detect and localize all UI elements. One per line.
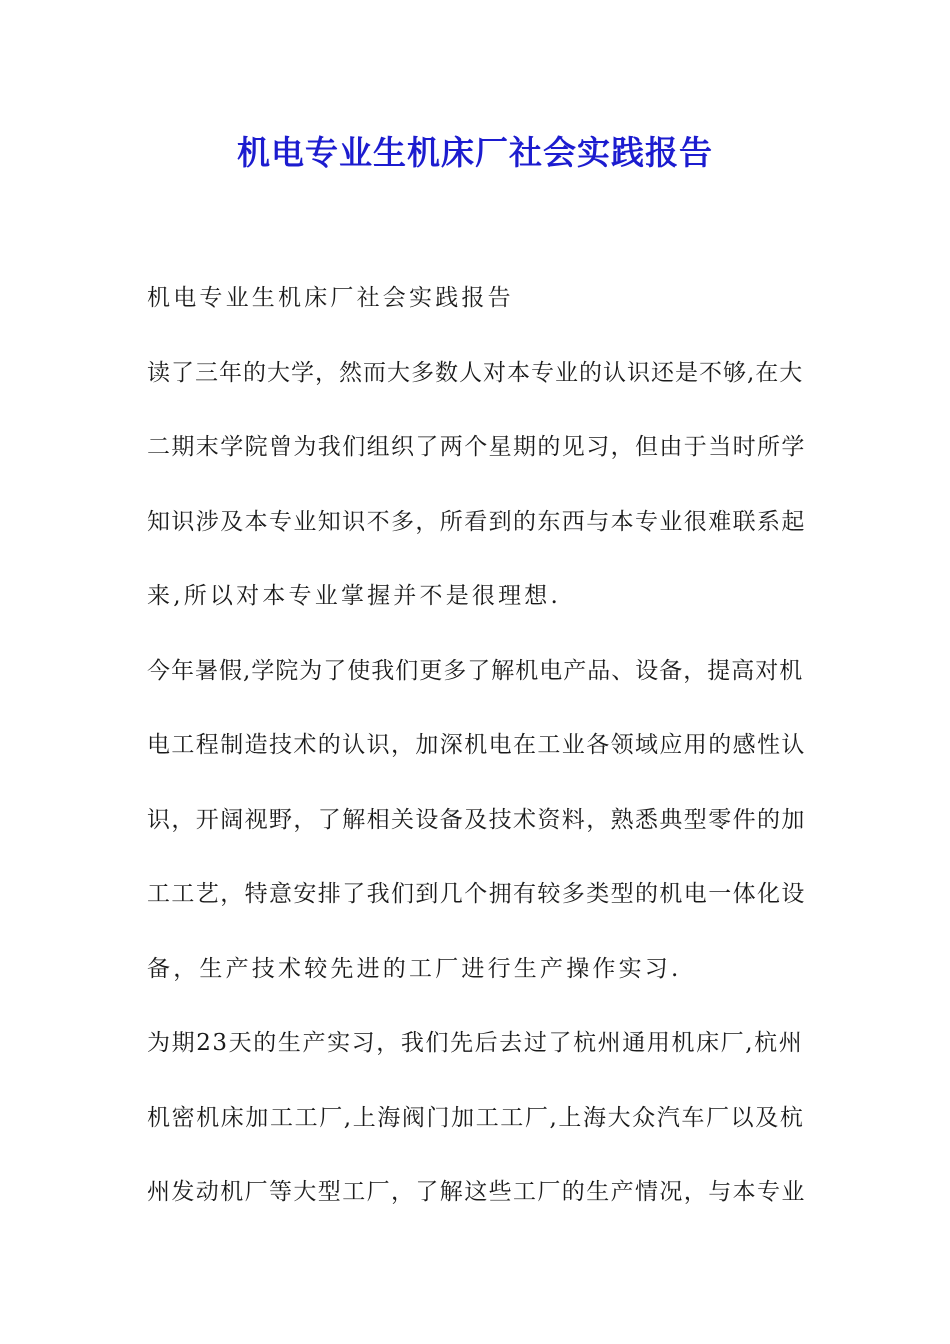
document-title: 机电专业生机床厂社会实践报告 bbox=[237, 133, 713, 172]
text-line: 工工艺，特意安排了我们到几个拥有较多类型的机电一体化设 bbox=[147, 881, 806, 907]
text-line: 州发动机厂等大型工厂，了解这些工厂的生产情况，与本专业 bbox=[147, 1179, 806, 1205]
text-line: 备，生产技术较先进的工厂进行生产操作实习. bbox=[147, 955, 682, 982]
text-line: 为期23天的生产实习，我们先后去过了杭州通用机床厂,杭州 bbox=[147, 1030, 804, 1056]
text-line: 机电专业生机床厂社会实践报告 bbox=[147, 285, 514, 311]
text-line: 二期末学院曾为我们组织了两个星期的见习，但由于当时所学 bbox=[147, 434, 806, 460]
text-line: 电工程制造技术的认识，加深机电在工业各领域应用的感性认 bbox=[147, 732, 806, 758]
text-line: 今年暑假,学院为了使我们更多了解机电产品、设备，提高对机 bbox=[147, 657, 804, 684]
document-body bbox=[147, 261, 807, 1230]
text-line: 知识涉及本专业知识不多，所看到的东西与本专业很难联系起 bbox=[147, 508, 806, 535]
text-line: 来,所以对本专业掌握并不是很理想. bbox=[147, 583, 562, 609]
text-line: 机密机床加工工厂,上海阀门加工工厂,上海大众汽车厂以及杭 bbox=[147, 1104, 805, 1131]
paragraph-3 bbox=[147, 1006, 807, 1230]
text-line: 读了三年的大学，然而大多数人对本专业的认识还是不够,在大 bbox=[147, 359, 804, 386]
paragraph-subtitle bbox=[147, 261, 807, 336]
text-line: 识，开阔视野，了解相关设备及技术资料，熟悉典型零件的加 bbox=[147, 806, 806, 833]
paragraph-1 bbox=[147, 336, 807, 634]
paragraph-2 bbox=[147, 634, 807, 1007]
